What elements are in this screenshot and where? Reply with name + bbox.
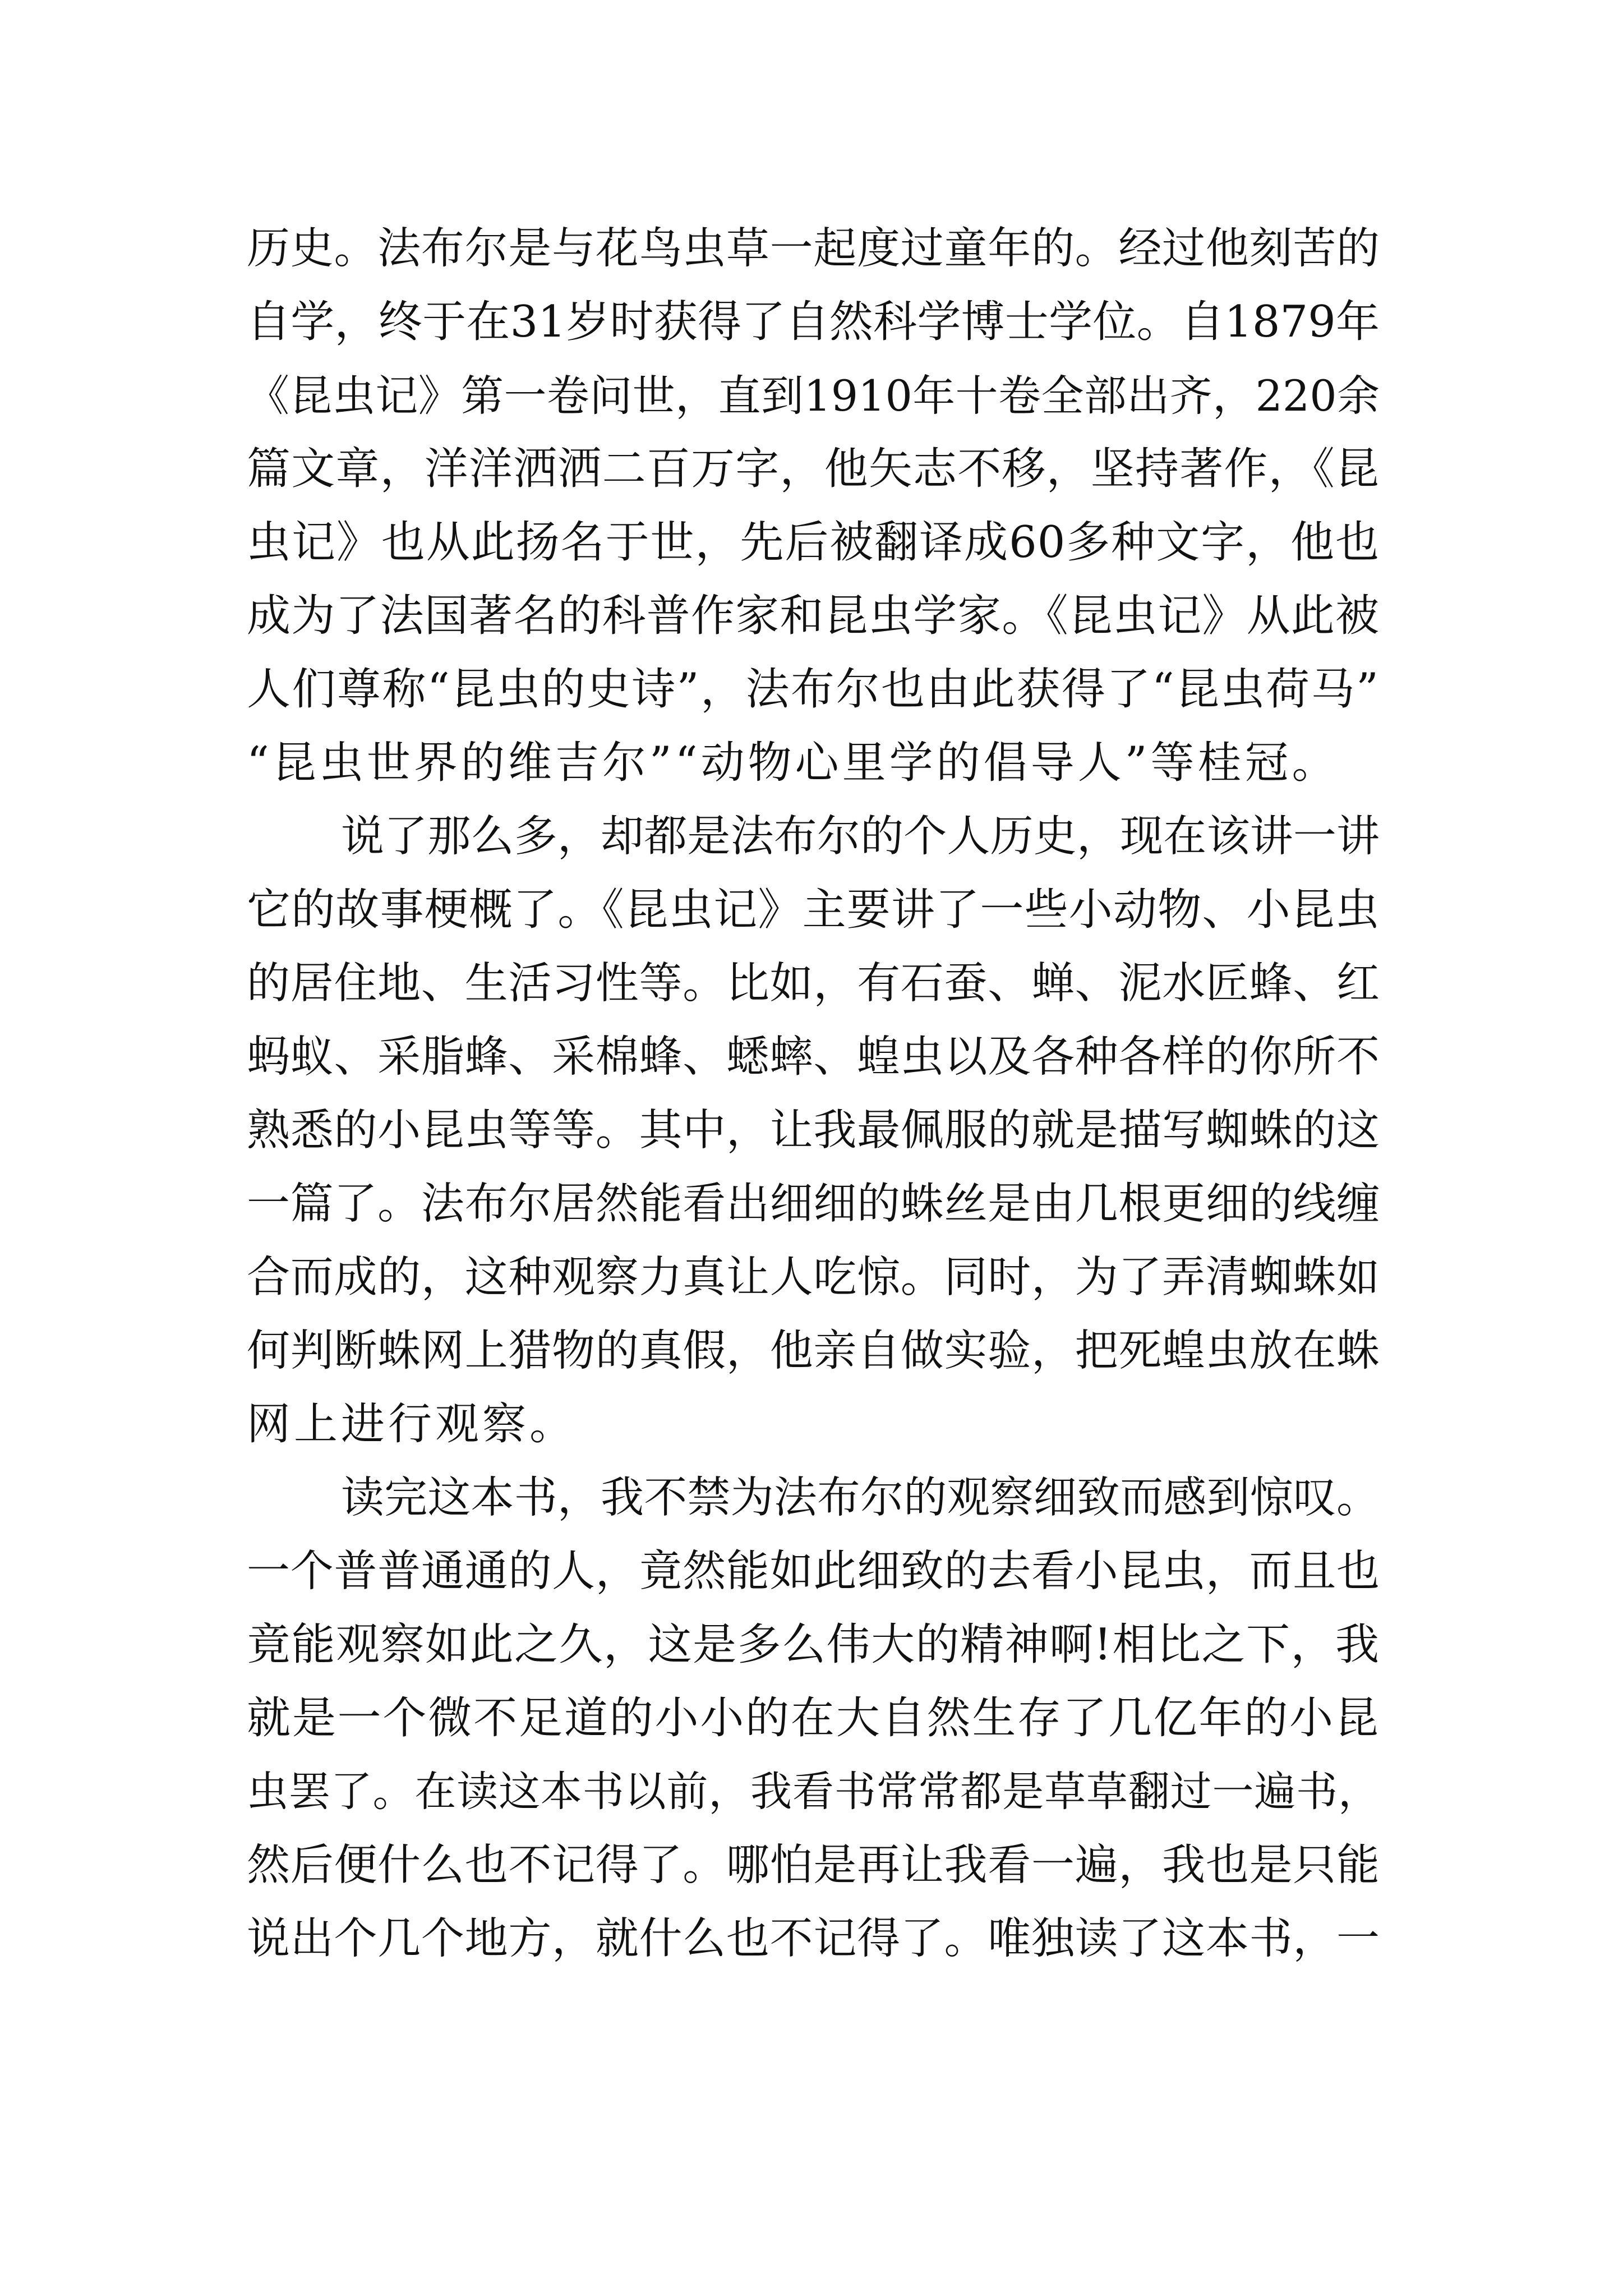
text-line: 成为了法国著名的科普作家和昆虫学家。《昆虫记》从此被 <box>247 591 1380 641</box>
body-text <box>247 212 1380 1976</box>
text-line: 一个普普通通的人，竟然能如此细致的去看小昆虫，而且也 <box>247 1547 1380 1596</box>
text-line: 虫罢了。在读这本书以前，我看书常常都是草草翻过一遍书， <box>247 1768 1380 1816</box>
text-line: 它的故事梗概了。《昆虫记》主要讲了一些小动物、小昆虫 <box>247 885 1380 935</box>
text-line: 竟能观察如此之久，这是多么伟大的精神啊!相比之下，我 <box>247 1619 1380 1670</box>
text-line: 合而成的，这种观察力真让人吃惊。同时，为了弄清蜘蛛如 <box>247 1253 1380 1303</box>
text-line: 一篇了。法布尔居然能看出细细的蛛丝是由几根更细的线缠 <box>247 1179 1380 1229</box>
text-line: 网上进行观察。 <box>247 1399 577 1450</box>
text-line: 说出个几个地方，就什么也不记得了。唯独读了这本书，一 <box>247 1914 1380 1964</box>
text-line: 人们尊称“昆虫的史诗”，法布尔也由此获得了“昆虫荷马” <box>247 664 1380 715</box>
text-line: 历史。法布尔是与花鸟虫草一起度过童年的。经过他刻苦的 <box>247 224 1380 274</box>
text-line: 熟悉的小昆虫等等。其中，让我最佩服的就是描写蜘蛛的这 <box>247 1106 1380 1156</box>
text-line: 然后便什么也不记得了。哪怕是再让我看一遍，我也是只能 <box>247 1841 1380 1890</box>
text-line: 何判断蛛网上猎物的真假，他亲自做实验，把死蝗虫放在蛛 <box>247 1326 1380 1376</box>
text-line: 《昆虫记》第一卷问世，直到1910年十卷全部出齐，220余 <box>247 371 1380 421</box>
text-line: 读完这本书，我不禁为法布尔的观察细致而感到惊叹。 <box>341 1473 1380 1523</box>
text-line: “昆虫世界的维吉尔”“动物心里学的倡导人”等桂冠。 <box>247 738 1339 788</box>
text-line: 就是一个微不足道的小小的在大自然生存了几亿年的小昆 <box>247 1693 1380 1743</box>
text-line: 蚂蚁、采脂蜂、采棉蜂、蟋蟀、蝗虫以及各种各样的你所不 <box>247 1032 1380 1082</box>
text-line: 说了那么多，却都是法布尔的个人历史，现在该讲一讲 <box>341 812 1380 862</box>
text-line: 篇文章，洋洋洒洒二百万字，他矢志不移，坚持著作，《昆 <box>247 444 1380 494</box>
text-line: 虫记》也从此扬名于世，先后被翻译成60多种文字，他也 <box>247 517 1380 568</box>
text-line: 的居住地、生活习性等。比如，有石蚕、蝉、泥水匠蜂、红 <box>247 959 1380 1009</box>
text-line: 自学，终于在31岁时获得了自然科学博士学位。自1879年 <box>247 297 1380 347</box>
